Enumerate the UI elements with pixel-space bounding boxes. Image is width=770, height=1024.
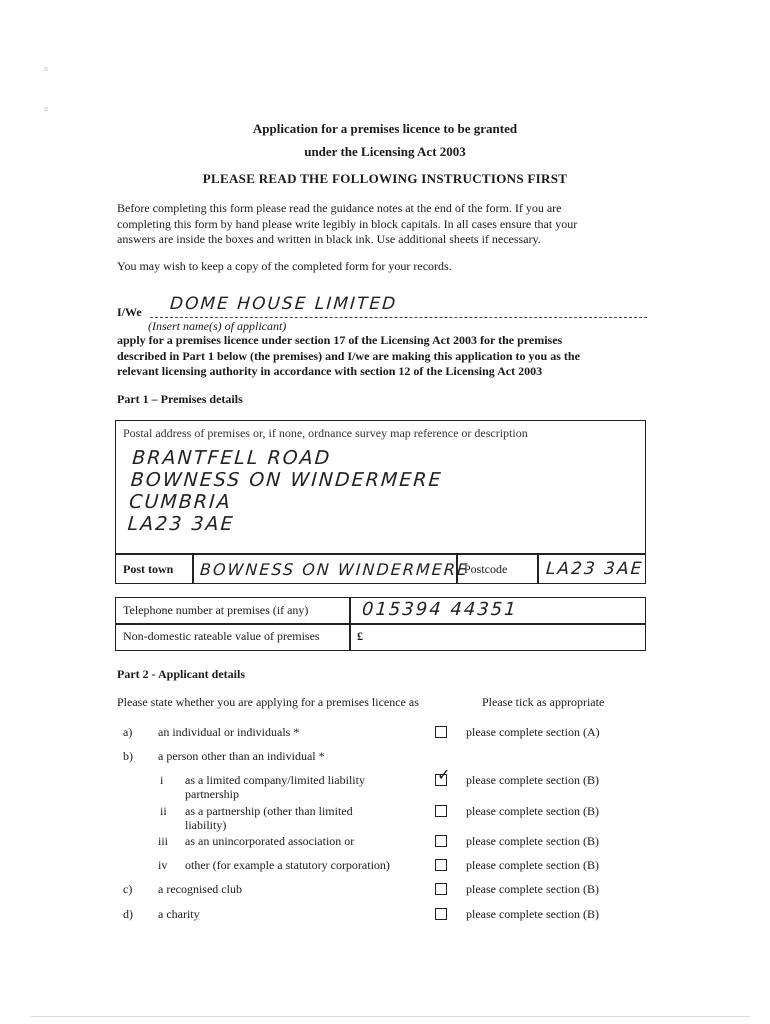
copy-note: You may wish to keep a copy of the completed form for your records. (117, 259, 452, 273)
telephone-field[interactable]: 015394 44351 (361, 599, 519, 620)
postcode-field[interactable]: LA23 3AE (545, 559, 645, 579)
applicant-name-field[interactable]: DOME HOUSE LIMITED (169, 294, 398, 314)
applicant-prefix: I/We (117, 305, 142, 319)
option-action: please complete section (B) (466, 882, 599, 896)
checkbox-unincorporated-association[interactable] (435, 835, 447, 847)
option-action: please complete section (B) (466, 804, 599, 818)
applicant-name-caption: (Insert name(s) of applicant) (148, 319, 287, 333)
address-line: LA23 3AE (126, 513, 236, 535)
address-line: BOWNESS ON WINDERMERE (130, 469, 444, 491)
margin-mark: u (44, 104, 48, 113)
post-town-label: Post town (123, 562, 174, 576)
option-numeral: ii (160, 804, 167, 818)
instructions-line: Before completing this form please read the guidance notes at the end of the form. If you are (117, 201, 562, 215)
instructions-line: answers are inside the boxes and written in black ink. Use additional sheets if necessary. (117, 232, 541, 246)
instructions-line: completing this form by hand please write legibly in block capitals. In all cases ensure that your (117, 216, 578, 231)
checkbox-other[interactable] (435, 859, 447, 871)
statement-line: described in Part 1 below (the premises) and I/we are making this application to you as the (117, 348, 580, 363)
part2-intro: Please state whether you are applying for a premises licence as (117, 695, 419, 709)
part1-heading: Part 1 – Premises details (117, 392, 243, 406)
option-text: a person other than an individual * (158, 749, 325, 763)
option-letter: c) (123, 882, 133, 896)
option-text (185, 804, 353, 832)
option-action: please complete section (B) (466, 907, 599, 921)
address-line: CUMBRIA (128, 491, 233, 513)
option-text: as an unincorporated association or (185, 834, 355, 848)
form-title-line1: Application for a premises licence to be granted (252, 121, 518, 136)
option-numeral: iii (158, 834, 169, 848)
tick-header: Please tick as appropriate (482, 695, 605, 709)
margin-mark: n (44, 64, 48, 73)
application-statement (117, 333, 677, 380)
option-text: an individual or individuals * (158, 725, 300, 739)
option-letter: d) (123, 907, 133, 921)
checkbox-charity[interactable] (435, 908, 447, 920)
option-action: please complete section (B) (466, 858, 599, 872)
checkbox-partnership[interactable] (435, 805, 447, 817)
post-town-divider (115, 553, 646, 555)
rateable-value-label: Non-domestic rateable value of premises (123, 629, 320, 643)
row-divider (115, 623, 646, 625)
option-text: a recognised club (158, 882, 242, 896)
post-town-field[interactable]: BOWNESS ON WINDERMERE (199, 560, 470, 579)
checkbox-recognised-club[interactable] (435, 883, 447, 895)
checkbox-individual[interactable] (435, 726, 447, 738)
option-text: other (for example a statutory corporation) (185, 858, 390, 872)
postcode-label: Postcode (464, 562, 508, 576)
rateable-value-field[interactable]: £ (357, 629, 363, 643)
applicant-name-line (150, 317, 647, 318)
scan-edge-line (30, 1016, 750, 1017)
option-letter: b) (123, 749, 133, 763)
option-text-line: partnership (185, 787, 239, 801)
address-line: BRANTFELL ROAD (131, 447, 333, 469)
address-label: Postal address of premises or, if none, ordnance survey map reference or description (123, 426, 528, 440)
option-numeral: iv (158, 858, 168, 872)
option-letter: a) (123, 725, 133, 739)
form-title-line2: under the Licensing Act 2003 (304, 144, 466, 159)
cell-divider (349, 597, 351, 651)
statement-line: apply for a premises licence under section 17 of the Licensing Act 2003 for the premises (117, 333, 563, 347)
cell-divider (192, 553, 194, 584)
option-text (185, 773, 365, 801)
part2-heading: Part 2 - Applicant details (117, 667, 245, 681)
option-action: please complete section (B) (466, 834, 599, 848)
option-text-line: liability) (185, 818, 227, 832)
check-mark-icon: ✓ (437, 765, 451, 784)
statement-line: relevant licensing authority in accordance with section 12 of the Licensing Act 2003 (117, 364, 543, 378)
option-text-line: as a limited company/limited liability (185, 773, 365, 787)
option-action: please complete section (A) (466, 725, 600, 739)
option-text: a charity (158, 907, 200, 921)
option-numeral: i (160, 773, 164, 787)
instructions-heading: PLEASE READ THE FOLLOWING INSTRUCTIONS FIRST (202, 171, 568, 186)
telephone-label: Telephone number at premises (if any) (123, 603, 309, 617)
cell-divider (537, 553, 539, 584)
instructions-paragraph (117, 201, 657, 248)
address-field[interactable] (127, 447, 445, 535)
option-action: please complete section (B) (466, 773, 599, 787)
option-text-line: as a partnership (other than limited (185, 804, 353, 818)
